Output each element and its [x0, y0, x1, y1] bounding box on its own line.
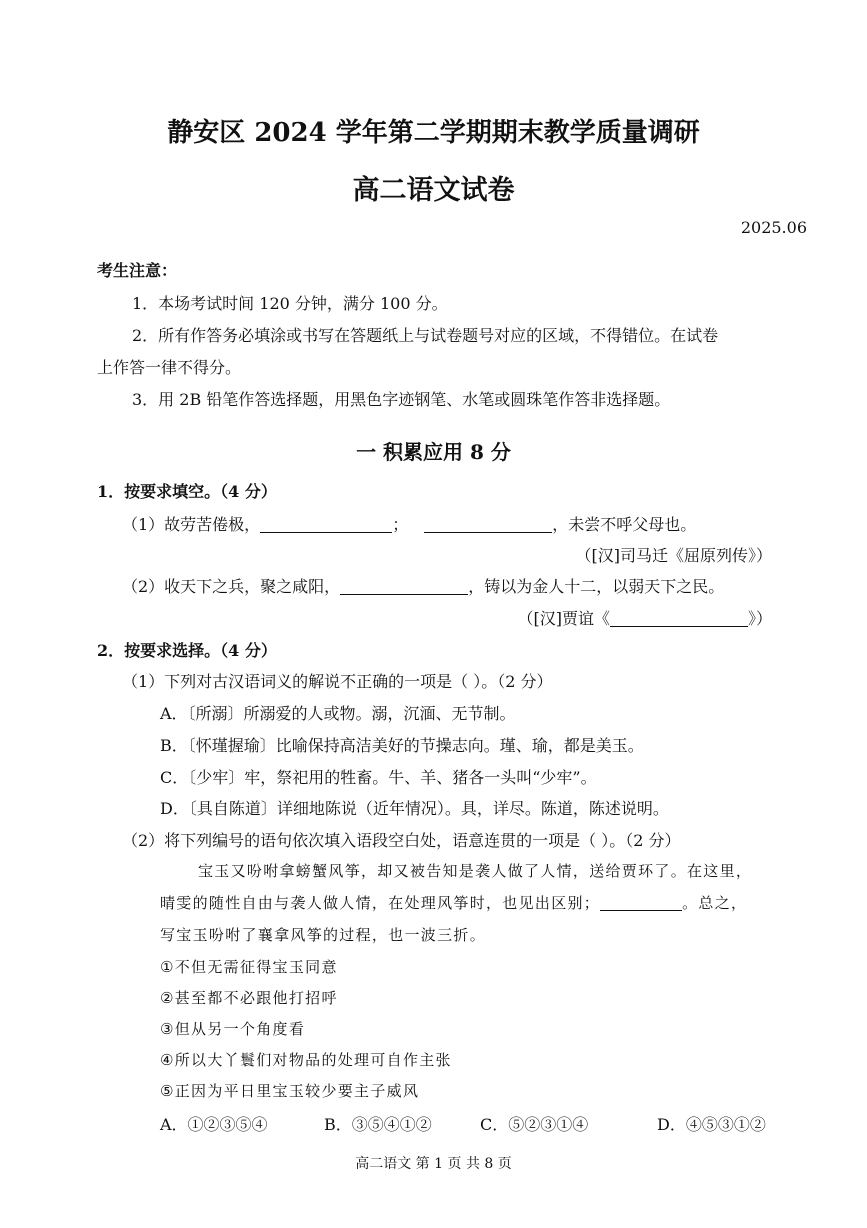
choice-b: B．③⑤④①② [324, 1115, 432, 1134]
question-1-heading: 1．按要求填空。（4 分） [97, 482, 277, 501]
notice-item-1: 1．本场考试时间 120 分钟，满分 100 分。 [132, 294, 448, 313]
notice-heading: 考生注意： [97, 261, 178, 280]
page-footer: 高二语文 第 1 页 共 8 页 [355, 1156, 512, 1172]
answer-blank[interactable] [424, 514, 552, 533]
q1-p1-prefix: （1）故劳苦倦极， [122, 515, 261, 534]
answer-blank[interactable] [260, 514, 392, 533]
sentence-1: ①不但无需征得宝玉同意 [160, 958, 338, 976]
q1-p2-source-suffix: 》） [747, 609, 772, 628]
question-1-part-1 [122, 512, 696, 535]
q1-p2-source [517, 606, 772, 629]
q1-p1-mid: ； [392, 515, 409, 534]
passage-line-1: 宝玉又吩咐拿螃蟹风筝，却又被告知是袭人做了人情，送给贾环了。在这里， [198, 862, 753, 880]
option-b: B．〔怀瑾握瑜〕比喻保持高洁美好的节操志向。瑾、瑜，都是美玉。 [160, 736, 644, 755]
exam-subtitle: 高二语文试卷 [352, 175, 515, 206]
choice-c: C．⑤②③①④ [480, 1115, 589, 1134]
option-a: A．〔所溺〕所溺爱的人或物。溺，沉湎、无节制。 [160, 704, 516, 723]
option-c: C．〔少牢〕牢，祭祀用的牲畜。牛、羊、猪各一头叫“少牢”。 [160, 768, 597, 787]
section-title: 一 积累应用 8 分 [356, 440, 511, 464]
choice-d: D．④⑤③①② [657, 1115, 766, 1134]
sentence-3: ③但从另一个角度看 [160, 1020, 306, 1038]
passage-line-2-prefix: 晴雯的随性自由与袭人做人情，在处理风筝时，也见出区别； [160, 894, 601, 912]
sentence-2: ②甚至都不必跟他打招呼 [160, 989, 338, 1007]
exam-date: 2025.06 [740, 218, 807, 237]
sentence-5: ⑤正因为平日里宝玉较少要主子威风 [160, 1082, 420, 1100]
choice-a: A．①②③⑤④ [160, 1115, 268, 1134]
exam-title: 静安区 2024 学年第二学期期末教学质量调研 [167, 118, 700, 148]
answer-blank[interactable] [610, 608, 748, 627]
answer-blank[interactable] [340, 576, 468, 595]
question-2-sub-2: （2）将下列编号的语句依次填入语段空白处，语意连贯的一项是（ ）。（2 分） [122, 831, 681, 850]
q1-p2-suffix: ，铸以为金人十二，以弱天下之民。 [468, 577, 725, 596]
sentence-4: ④所以大丫鬟们对物品的处理可自作主张 [160, 1051, 452, 1069]
passage-line-3: 写宝玉吩咐了襄拿风筝的过程，也一波三折。 [160, 926, 487, 944]
option-d: D．〔具自陈道〕详细地陈说（近年情况）。具，详尽。陈道，陈述说明。 [160, 799, 669, 818]
notice-item-3: 3．用 2B 铅笔作答选择题，用黑色字迹钢笔、水笔或圆珠笔作答非选择题。 [132, 390, 671, 409]
notice-item-2: 2．所有作答务必填涂或书写在答题纸上与试卷题号对应的区域，不得错位。在试卷 [132, 326, 719, 345]
q1-p2-prefix: （2）收天下之兵，聚之咸阳， [122, 577, 341, 596]
q1-p1-source: （[汉]司马迁《屈原列传》） [575, 546, 772, 565]
answer-blank[interactable] [600, 892, 682, 911]
question-2-heading: 2．按要求选择。（4 分） [97, 641, 277, 660]
q1-p1-suffix: ，未尝不呼父母也。 [552, 515, 697, 534]
q1-p2-source-prefix: （[汉]贾谊《 [517, 609, 610, 628]
question-2-sub-1: （1）下列对古汉语词义的解说不正确的一项是（ ）。（2 分） [122, 672, 553, 691]
passage-line-2 [160, 892, 747, 913]
question-1-part-2 [122, 574, 724, 597]
passage-line-2-suffix: 。总之， [682, 894, 748, 912]
notice-item-2-cont: 上作答一律不得分。 [97, 358, 242, 377]
